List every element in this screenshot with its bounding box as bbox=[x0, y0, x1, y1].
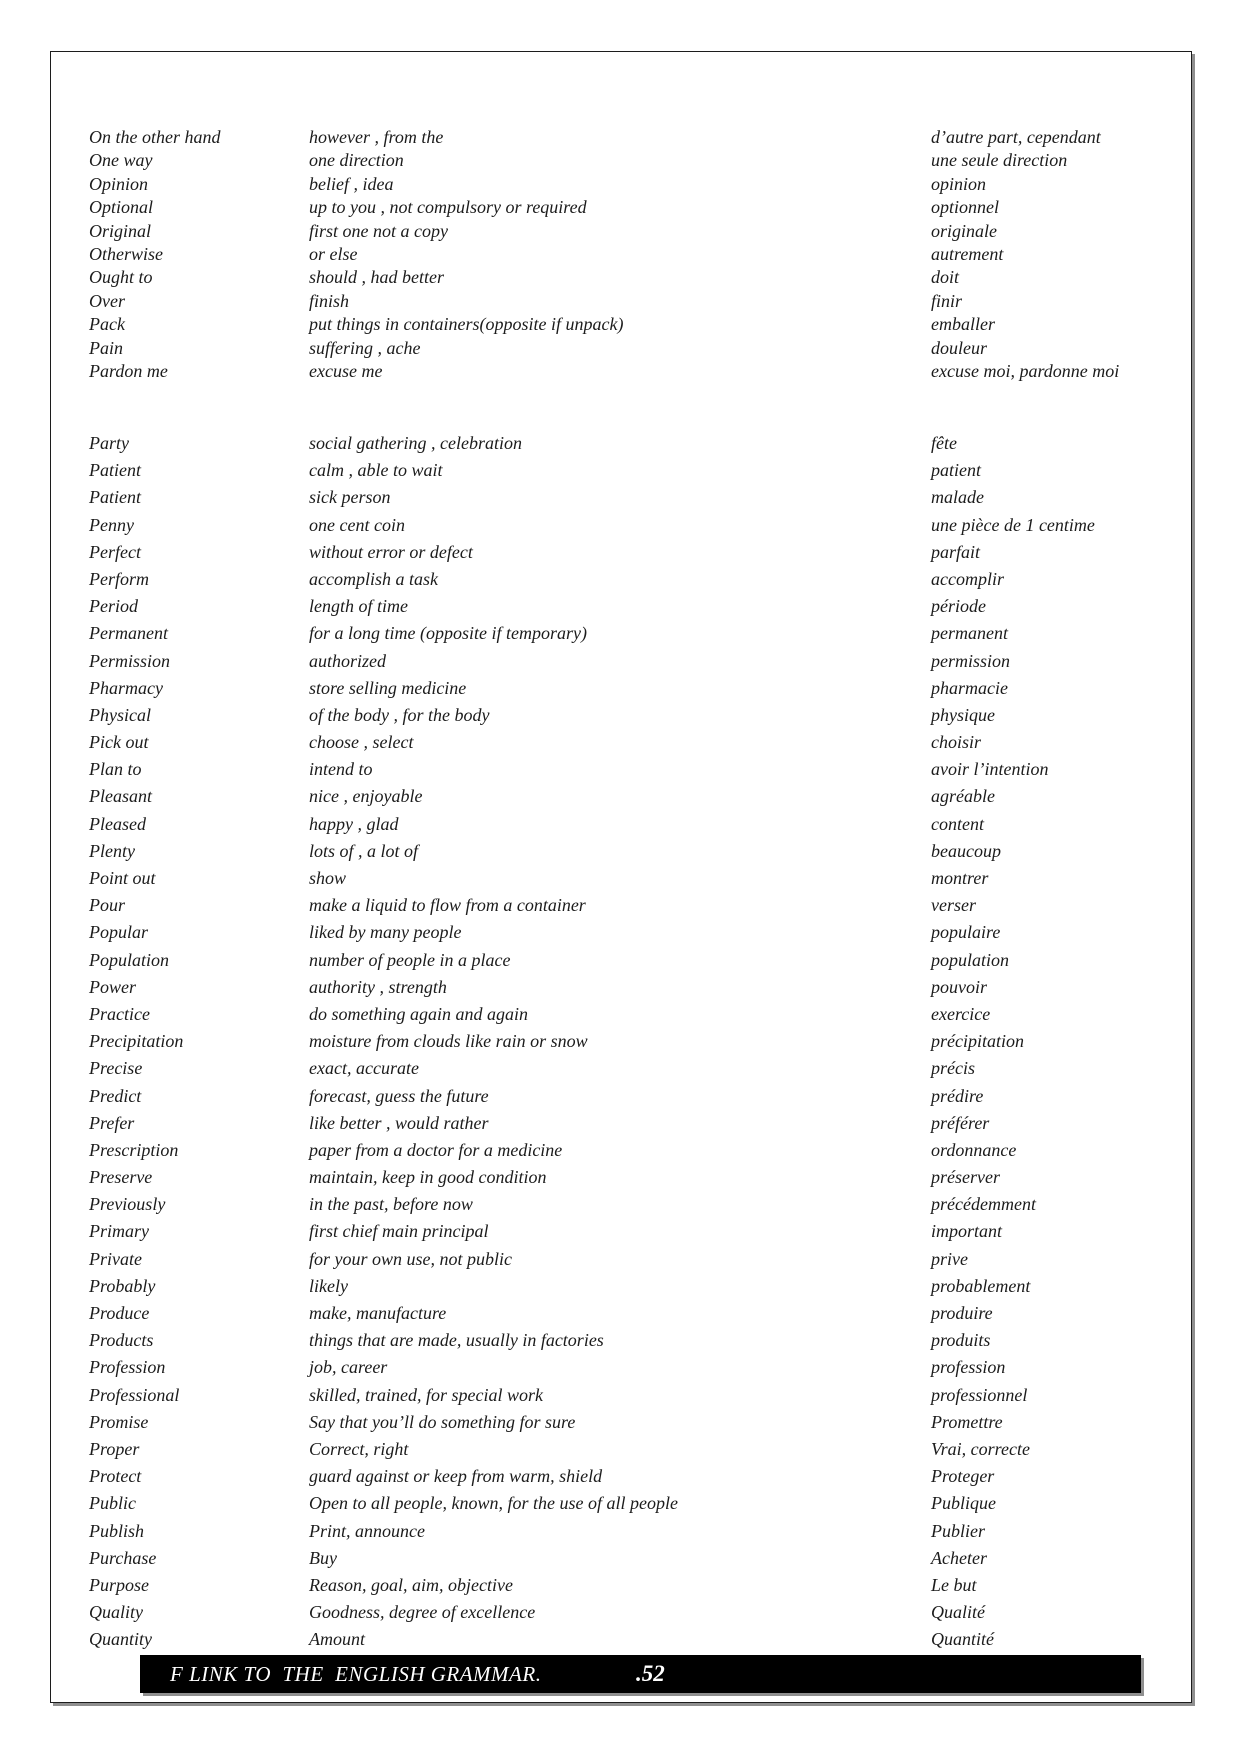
footer-title: F LINK TO THE ENGLISH GRAMMAR. bbox=[170, 1661, 542, 1686]
glossary-row bbox=[89, 974, 1183, 1001]
glossary-row bbox=[89, 919, 1183, 946]
page-border bbox=[50, 51, 1192, 1703]
glossary-row bbox=[89, 1463, 1183, 1490]
glossary-row bbox=[89, 1001, 1183, 1028]
french-translation: Promettre bbox=[931, 1411, 1003, 1432]
english-term: Publish bbox=[89, 1520, 145, 1541]
english-definition: without error or defect bbox=[309, 541, 473, 562]
english-definition: authorized bbox=[309, 650, 387, 671]
english-term: Optional bbox=[89, 197, 154, 218]
english-term: Purpose bbox=[89, 1574, 149, 1595]
glossary-row bbox=[89, 337, 1183, 360]
french-translation: probablement bbox=[931, 1275, 1031, 1296]
french-translation: Proteger bbox=[931, 1466, 995, 1487]
french-translation: produits bbox=[931, 1330, 991, 1351]
french-translation: montrer bbox=[931, 868, 989, 888]
english-term: Private bbox=[89, 1248, 142, 1269]
glossary-row bbox=[89, 702, 1183, 729]
french-translation: ordonnance bbox=[931, 1139, 1017, 1160]
french-translation: une pièce de 1 centime bbox=[931, 514, 1095, 535]
french-translation: beaucoup bbox=[931, 840, 1001, 861]
english-term: Protect bbox=[89, 1466, 142, 1487]
french-translation: Acheter bbox=[931, 1547, 987, 1568]
glossary-row bbox=[89, 1626, 1183, 1653]
english-term: Permanent bbox=[89, 623, 168, 644]
french-translation: permanent bbox=[931, 623, 1008, 644]
english-term: Quality bbox=[89, 1602, 143, 1623]
glossary-row bbox=[89, 811, 1183, 838]
english-term: Precise bbox=[89, 1058, 143, 1079]
glossary-row bbox=[89, 620, 1183, 647]
english-term: Over bbox=[89, 290, 125, 311]
glossary-row bbox=[89, 457, 1183, 484]
english-term: Pleased bbox=[89, 813, 146, 834]
english-definition: intend to bbox=[309, 759, 373, 780]
english-term: One way bbox=[89, 150, 153, 171]
english-term: Precipitation bbox=[89, 1031, 184, 1052]
glossary-row bbox=[89, 1164, 1183, 1191]
french-translation: prédire bbox=[931, 1085, 984, 1106]
glossary-row bbox=[89, 1545, 1183, 1572]
english-term: Patient bbox=[89, 487, 141, 508]
glossary-row bbox=[89, 360, 1183, 383]
english-definition: Say that you’ll do something for sure bbox=[309, 1411, 576, 1432]
english-definition: paper from a doctor for a medicine bbox=[309, 1139, 563, 1160]
english-definition: number of people in a place bbox=[309, 949, 511, 970]
glossary-row bbox=[89, 1382, 1183, 1409]
french-translation: précipitation bbox=[931, 1031, 1024, 1052]
english-term: Preserve bbox=[89, 1167, 153, 1188]
glossary-row bbox=[89, 313, 1183, 336]
english-definition: Correct, right bbox=[309, 1438, 409, 1459]
french-translation: préserver bbox=[931, 1167, 1000, 1188]
english-term: Promise bbox=[89, 1411, 149, 1432]
english-definition: things that are made, usually in factories bbox=[309, 1330, 604, 1351]
english-definition: for a long time (opposite if temporary) bbox=[309, 623, 587, 644]
english-term: Perform bbox=[89, 568, 149, 589]
english-definition: belief , idea bbox=[309, 173, 394, 194]
glossary-row bbox=[89, 947, 1183, 974]
french-translation: Publier bbox=[931, 1520, 985, 1541]
glossary-row bbox=[89, 783, 1183, 810]
english-term: Population bbox=[89, 949, 169, 970]
french-translation: finir bbox=[931, 290, 963, 311]
english-definition: lots of , a lot of bbox=[309, 840, 419, 861]
glossary-row bbox=[89, 539, 1183, 566]
glossary-row bbox=[89, 1599, 1183, 1626]
glossary-row bbox=[89, 266, 1183, 289]
french-translation: produire bbox=[931, 1303, 993, 1323]
english-term: Party bbox=[89, 433, 129, 453]
english-term: Pleasant bbox=[89, 786, 152, 807]
english-definition: make a liquid to flow from a container bbox=[309, 895, 586, 916]
english-definition: like better , would rather bbox=[309, 1112, 489, 1133]
french-translation: content bbox=[931, 813, 984, 834]
glossary-row bbox=[89, 512, 1183, 539]
french-translation: d’autre part, cependant bbox=[931, 127, 1101, 147]
english-definition: sick person bbox=[309, 487, 391, 508]
glossary-row bbox=[89, 593, 1183, 620]
english-term: Products bbox=[89, 1330, 154, 1351]
french-translation: avoir l’intention bbox=[931, 759, 1049, 780]
glossary-row bbox=[89, 1300, 1183, 1327]
english-definition: Reason, goal, aim, objective bbox=[309, 1574, 513, 1595]
glossary-row bbox=[89, 566, 1183, 593]
english-definition: choose , select bbox=[309, 732, 414, 753]
english-definition: liked by many people bbox=[309, 922, 462, 943]
french-translation: permission bbox=[931, 650, 1011, 671]
french-translation: Vrai, correcte bbox=[931, 1438, 1030, 1459]
english-definition: excuse me bbox=[309, 360, 383, 381]
french-translation: Qualité bbox=[931, 1602, 985, 1623]
glossary-row bbox=[89, 173, 1183, 196]
english-term: Perfect bbox=[89, 541, 141, 562]
english-definition: one direction bbox=[309, 150, 404, 171]
english-definition: or else bbox=[309, 243, 358, 264]
glossary-row bbox=[89, 1354, 1183, 1381]
french-translation: important bbox=[931, 1221, 1003, 1242]
english-definition: calm , able to wait bbox=[309, 460, 443, 481]
english-term: Ought to bbox=[89, 267, 153, 288]
glossary-row bbox=[89, 1246, 1183, 1273]
french-translation: douleur bbox=[931, 337, 987, 358]
french-translation: prive bbox=[931, 1248, 968, 1269]
english-term: Point out bbox=[89, 868, 156, 888]
english-definition: up to you , not compulsory or required bbox=[309, 197, 587, 218]
french-translation: pouvoir bbox=[931, 976, 987, 997]
english-term: Popular bbox=[89, 922, 149, 943]
english-term: On the other hand bbox=[89, 127, 221, 147]
english-definition: moisture from clouds like rain or snow bbox=[309, 1031, 588, 1052]
english-definition: suffering , ache bbox=[309, 337, 421, 358]
footer-page-number: .52 bbox=[636, 1661, 665, 1686]
glossary-row bbox=[89, 729, 1183, 756]
french-translation: période bbox=[931, 596, 986, 617]
french-translation: professionnel bbox=[931, 1384, 1028, 1405]
english-definition: exact, accurate bbox=[309, 1058, 419, 1079]
english-definition: do something again and again bbox=[309, 1003, 528, 1024]
english-term: Probably bbox=[89, 1275, 156, 1296]
english-term: Pharmacy bbox=[89, 677, 163, 698]
french-translation: originale bbox=[931, 220, 997, 241]
english-definition: of the body , for the body bbox=[309, 704, 490, 725]
english-definition: Print, announce bbox=[309, 1520, 425, 1541]
french-translation: Publique bbox=[931, 1493, 996, 1514]
french-translation: autrement bbox=[931, 243, 1004, 264]
glossary-row bbox=[89, 892, 1183, 919]
english-definition: Buy bbox=[309, 1547, 337, 1568]
english-definition: one cent coin bbox=[309, 514, 405, 535]
glossary-row bbox=[89, 1137, 1183, 1164]
french-translation: population bbox=[931, 949, 1010, 970]
english-definition: happy , glad bbox=[309, 813, 399, 834]
glossary-row bbox=[89, 243, 1183, 266]
glossary-row bbox=[89, 1028, 1183, 1055]
glossary-row bbox=[89, 1572, 1183, 1599]
glossary-row bbox=[89, 126, 1183, 149]
english-definition: job, career bbox=[309, 1357, 388, 1378]
english-definition: likely bbox=[309, 1275, 348, 1296]
french-translation: Le but bbox=[931, 1574, 977, 1595]
english-definition: forecast, guess the future bbox=[309, 1085, 489, 1106]
glossary-row bbox=[89, 149, 1183, 172]
glossary-row bbox=[89, 1273, 1183, 1300]
english-term: Otherwise bbox=[89, 243, 163, 264]
english-definition: first chief main principal bbox=[309, 1221, 489, 1242]
english-term: Patient bbox=[89, 460, 141, 481]
english-term: Opinion bbox=[89, 173, 149, 194]
english-term: Previously bbox=[89, 1194, 166, 1215]
french-translation: précis bbox=[931, 1058, 975, 1079]
glossary-row bbox=[89, 484, 1183, 511]
english-definition: accomplish a task bbox=[309, 568, 438, 589]
english-definition: guard against or keep from warm, shield bbox=[309, 1466, 603, 1487]
french-translation: une seule direction bbox=[931, 150, 1068, 171]
glossary-row bbox=[89, 756, 1183, 783]
english-definition: Goodness, degree of excellence bbox=[309, 1602, 536, 1623]
glossary-row bbox=[89, 1218, 1183, 1245]
english-definition: maintain, keep in good condition bbox=[309, 1167, 547, 1188]
french-translation: populaire bbox=[931, 922, 1001, 943]
english-definition: authority , strength bbox=[309, 976, 447, 997]
english-term: Penny bbox=[89, 514, 134, 535]
english-definition: length of time bbox=[309, 596, 408, 617]
glossary-group-2 bbox=[89, 430, 1183, 1653]
english-term: Prefer bbox=[89, 1112, 135, 1133]
english-definition: in the past, before now bbox=[309, 1194, 473, 1215]
glossary-row bbox=[89, 220, 1183, 243]
english-term: Original bbox=[89, 220, 152, 241]
glossary-row bbox=[89, 430, 1183, 457]
glossary-row bbox=[89, 1490, 1183, 1517]
footer-bar bbox=[140, 1655, 1141, 1693]
french-translation: emballer bbox=[931, 314, 995, 335]
english-term: Quantity bbox=[89, 1629, 152, 1650]
french-translation: parfait bbox=[931, 541, 981, 562]
french-translation: malade bbox=[931, 487, 984, 508]
english-term: Plenty bbox=[89, 840, 135, 861]
english-term: Plan to bbox=[89, 759, 142, 780]
french-translation: accomplir bbox=[931, 568, 1004, 589]
english-term: Pack bbox=[89, 314, 125, 335]
french-translation: exercice bbox=[931, 1003, 991, 1024]
french-translation: fête bbox=[931, 433, 957, 453]
english-term: Primary bbox=[89, 1221, 149, 1242]
french-translation: agréable bbox=[931, 786, 995, 807]
english-term: Produce bbox=[89, 1303, 150, 1323]
french-translation: pharmacie bbox=[931, 677, 1008, 698]
english-term: Purchase bbox=[89, 1547, 157, 1568]
glossary-row bbox=[89, 1083, 1183, 1110]
english-term: Physical bbox=[89, 704, 151, 725]
french-translation: patient bbox=[931, 460, 981, 481]
english-definition: should , had better bbox=[309, 267, 444, 288]
glossary-row bbox=[89, 196, 1183, 219]
english-definition: first one not a copy bbox=[309, 220, 448, 241]
english-definition: for your own use, not public bbox=[309, 1248, 512, 1269]
french-translation: profession bbox=[931, 1357, 1006, 1378]
english-definition: nice , enjoyable bbox=[309, 786, 423, 807]
english-term: Pardon me bbox=[89, 360, 168, 381]
english-definition: Amount bbox=[309, 1629, 365, 1650]
english-term: Proper bbox=[89, 1438, 140, 1459]
glossary-row bbox=[89, 1409, 1183, 1436]
french-translation: préférer bbox=[931, 1112, 990, 1133]
english-term: Predict bbox=[89, 1085, 142, 1106]
english-definition: finish bbox=[309, 290, 350, 311]
glossary-group-1 bbox=[89, 126, 1183, 383]
english-definition: make, manufacture bbox=[309, 1303, 447, 1323]
french-translation: optionnel bbox=[931, 197, 999, 218]
glossary-row bbox=[89, 1055, 1183, 1082]
english-term: Public bbox=[89, 1493, 136, 1514]
english-term: Professional bbox=[89, 1384, 180, 1405]
glossary-row bbox=[89, 1436, 1183, 1463]
english-definition: skilled, trained, for special work bbox=[309, 1384, 543, 1405]
english-definition: store selling medicine bbox=[309, 677, 467, 698]
french-translation: choisir bbox=[931, 732, 982, 753]
english-term: Power bbox=[89, 976, 136, 997]
glossary-row bbox=[89, 1191, 1183, 1218]
french-translation: opinion bbox=[931, 173, 987, 194]
english-term: Profession bbox=[89, 1357, 166, 1378]
glossary-row bbox=[89, 675, 1183, 702]
english-term: Practice bbox=[89, 1003, 150, 1024]
french-translation: verser bbox=[931, 895, 976, 916]
english-definition: social gathering , celebration bbox=[309, 433, 522, 453]
glossary-row bbox=[89, 1110, 1183, 1137]
english-term: Prescription bbox=[89, 1139, 179, 1160]
french-translation: précédemment bbox=[931, 1194, 1036, 1215]
english-term: Pour bbox=[89, 895, 125, 916]
glossary-row bbox=[89, 290, 1183, 313]
english-definition: Open to all people, known, for the use of all people bbox=[309, 1493, 678, 1514]
english-term: Permission bbox=[89, 650, 170, 671]
french-translation: physique bbox=[931, 704, 995, 725]
english-term: Period bbox=[89, 596, 138, 617]
glossary-row bbox=[89, 1518, 1183, 1545]
glossary-row bbox=[89, 838, 1183, 865]
french-translation: doit bbox=[931, 267, 960, 288]
english-term: Pain bbox=[89, 337, 123, 358]
glossary-row bbox=[89, 1327, 1183, 1354]
glossary-row bbox=[89, 865, 1183, 892]
english-definition: put things in containers(opposite if unpack) bbox=[309, 314, 624, 335]
english-definition: show bbox=[309, 868, 347, 888]
french-translation: excuse moi, pardonne moi bbox=[931, 360, 1120, 381]
glossary-row bbox=[89, 648, 1183, 675]
english-definition: however , from the bbox=[309, 127, 444, 147]
french-translation: Quantité bbox=[931, 1629, 994, 1650]
english-term: Pick out bbox=[89, 732, 149, 753]
